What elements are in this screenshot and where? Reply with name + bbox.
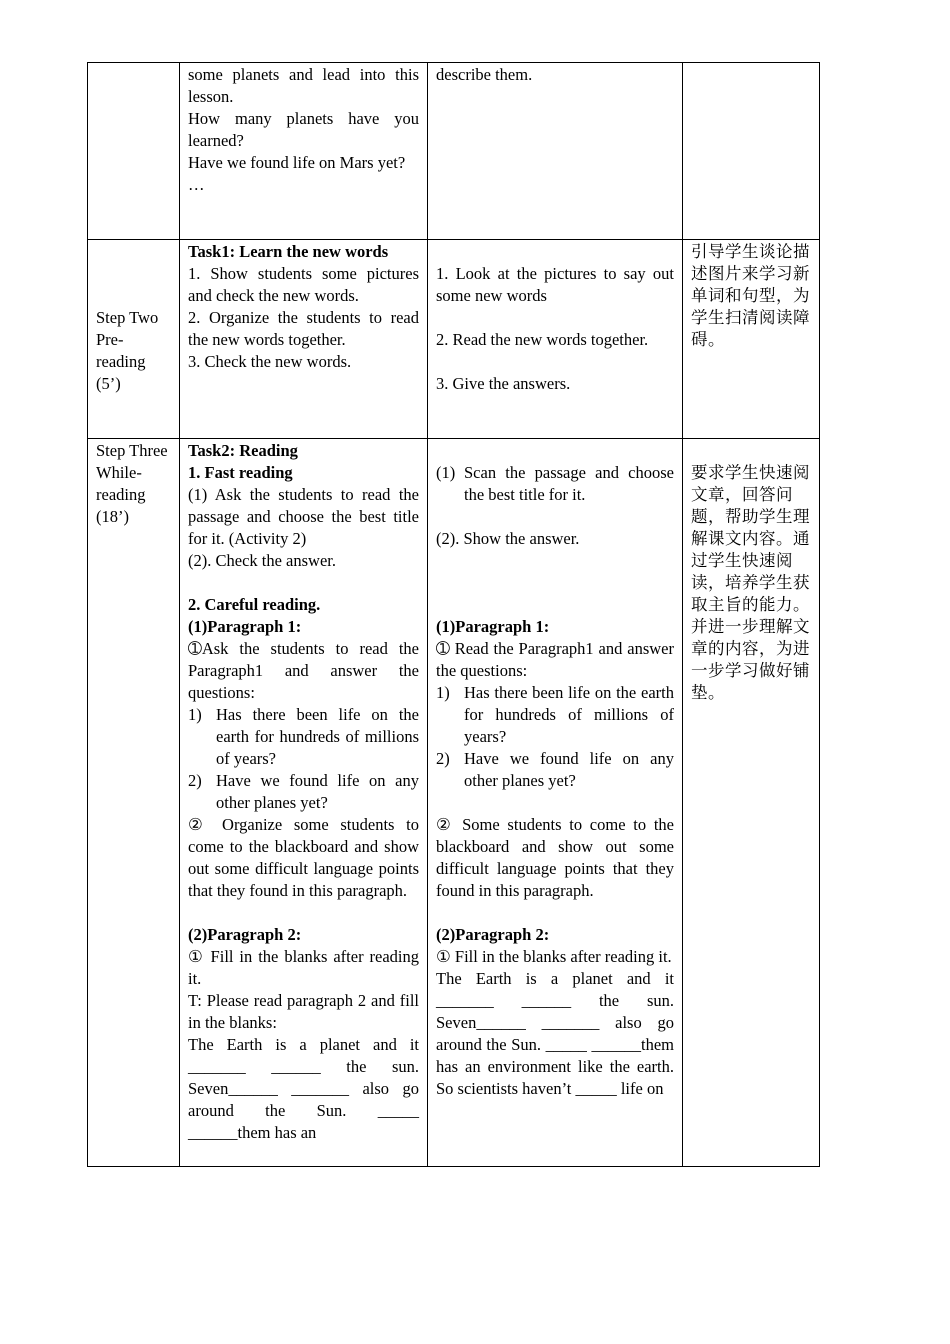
section-title: 2. Careful reading. <box>188 595 321 614</box>
text-line: The Earth is a planet and it _______ ______ the sun. Seven______ _______ also go around the Sun. _____ ______them has an <box>188 1035 419 1142</box>
step-cell <box>88 63 180 240</box>
purpose-text: 引导学生谈论描述图片来学习新单词和句型，为学生扫清阅读障碍。 <box>691 242 810 349</box>
student-activity-cell <box>428 439 683 1167</box>
list-item <box>436 748 674 792</box>
list-number: 2) <box>188 771 202 790</box>
list-number: (1) <box>436 463 456 482</box>
text-line: 3. Give the answers. <box>436 374 571 393</box>
task-title: Task2: Reading <box>188 441 298 460</box>
table-row <box>88 240 820 439</box>
text-line: describe them. <box>436 65 533 84</box>
question-text: Have we found life on any other planes yet? <box>464 749 674 790</box>
text-line: (1) Ask the students to read the passage and choose the best title for it. (Activity 2) <box>188 485 419 548</box>
text-line: 2. Read the new words together. <box>436 330 649 349</box>
task-title: Task1: Learn the new words <box>188 242 389 261</box>
step-label: Step Three While-reading (18’) <box>96 441 168 526</box>
list-number: 1) <box>436 683 450 702</box>
step-cell <box>88 240 180 439</box>
text-line: Scan the passage and choose the best title for it. <box>464 463 674 504</box>
text-line: (2). Check the answer. <box>188 551 336 570</box>
question-text: Has there been life on the earth for hundreds of millions of years? <box>464 683 674 746</box>
question-text: Has there been life on the earth for hundreds of millions of years? <box>216 705 419 768</box>
paragraph-title: (1)Paragraph 1: <box>188 617 302 636</box>
text-line: The Earth is a planet and it _______ ______ the sun. Seven______ _______ also go around the Sun. _____ ______them has an environment like the earth. So scientists haven’t _____ life on <box>436 969 674 1098</box>
list-number: 2) <box>436 749 450 768</box>
teacher-activity-cell <box>180 63 428 240</box>
teacher-activity-cell <box>180 240 428 439</box>
text-line: How many planets have you learned? <box>188 109 419 150</box>
purpose-cell <box>683 240 820 439</box>
text-line: ① Fill in the blanks after reading it. <box>436 947 672 966</box>
paragraph-title: (2)Paragraph 2: <box>188 925 302 944</box>
list-number: 1) <box>188 705 202 724</box>
purpose-cell <box>683 439 820 1167</box>
question-text: Have we found life on any other planes yet? <box>216 771 419 812</box>
text-line: some planets and lead into this lesson. <box>188 65 419 106</box>
purpose-text: 要求学生快速阅文章，回答问题，帮助学生理解课文内容。通过学生快速阅读，培养学生获取主旨的能力。并进一步理解文章的内容，为进一步学习做好铺垫。 <box>691 463 810 702</box>
student-activity-cell <box>428 240 683 439</box>
paragraph-title: (1)Paragraph 1: <box>436 617 550 636</box>
text-line: T: Please read paragraph 2 and fill in the blanks: <box>188 991 419 1032</box>
teacher-activity-cell <box>180 439 428 1167</box>
table-row <box>88 439 820 1167</box>
lesson-plan-table <box>87 62 820 1167</box>
step-cell <box>88 439 180 1167</box>
text-line: (2). Show the answer. <box>436 529 580 548</box>
text-line: ① Fill in the blanks after reading it. <box>188 947 419 988</box>
step-label: Step Two Pre-reading (5’) <box>96 308 159 393</box>
text-line: ② Organize some students to come to the blackboard and show out some difficult language points that they found in this paragraph. <box>188 815 419 900</box>
text-line: ➀ Read the Paragraph1 and answer the questions: <box>436 639 674 680</box>
text-line: Have we found life on Mars yet? <box>188 153 406 172</box>
list-item <box>188 704 419 770</box>
text-line: … <box>188 175 205 194</box>
table-row <box>88 63 820 240</box>
list-item <box>188 770 419 814</box>
paragraph-title: (2)Paragraph 2: <box>436 925 550 944</box>
text-line: 1. Show students some pictures and check the new words. <box>188 264 419 305</box>
text-line: 2. Organize the students to read the new words together. <box>188 308 419 349</box>
section-title: 1. Fast reading <box>188 463 293 482</box>
text-line: ➀Ask the students to read the Paragraph1 and answer the questions: <box>188 639 419 702</box>
student-activity-cell <box>428 63 683 240</box>
purpose-cell <box>683 63 820 240</box>
text-line: ② Some students to come to the blackboard and show out some difficult language points that they found in this paragraph. <box>436 815 674 900</box>
list-item <box>436 682 674 748</box>
text-line: 1. Look at the pictures to say out some new words <box>436 264 674 305</box>
text-line: 3. Check the new words. <box>188 352 352 371</box>
list-item <box>436 462 674 506</box>
